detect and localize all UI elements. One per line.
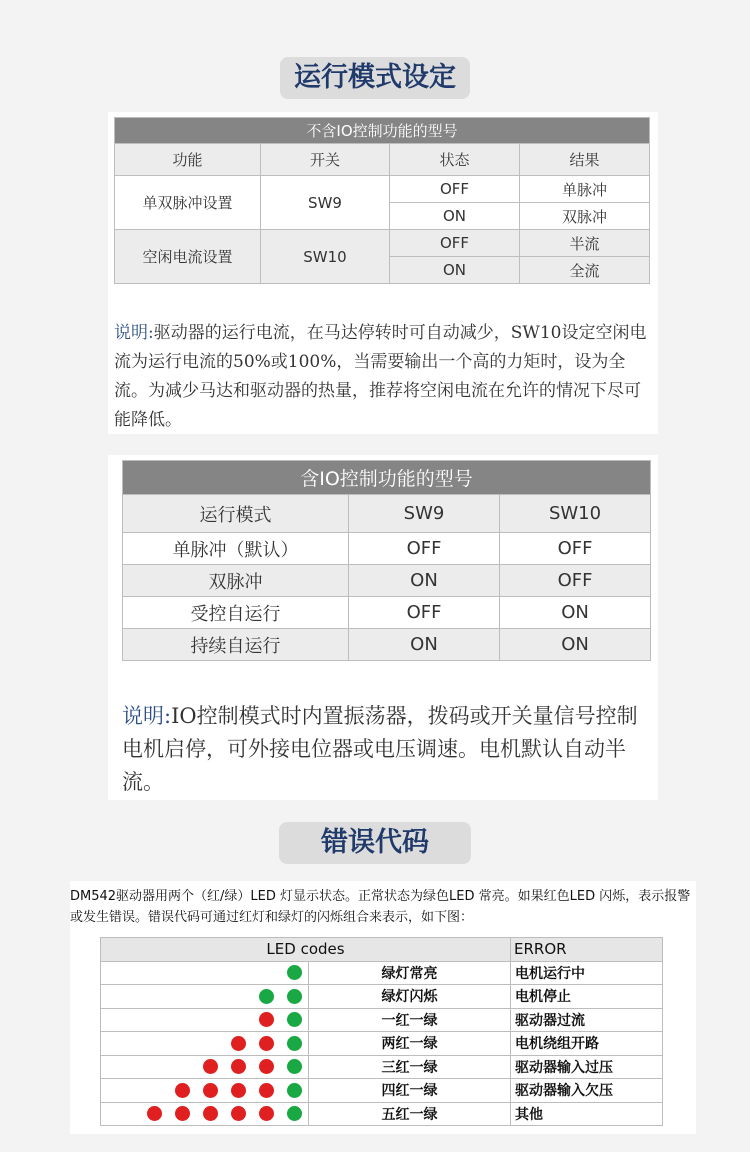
green-led-icon <box>287 1036 302 1051</box>
led-code-cell: 一红一绿 <box>309 1008 511 1032</box>
table-caption: 不含IO控制功能的型号 <box>115 118 650 144</box>
led-code-cell: 两红一绿 <box>309 1032 511 1056</box>
sw10-cell: ON <box>500 629 651 661</box>
run-mode-table-io <box>122 460 651 661</box>
table-row <box>123 533 651 565</box>
table-row <box>123 629 651 661</box>
red-led-icon <box>175 1083 190 1098</box>
error-code-row <box>101 1032 663 1056</box>
column-header-state: 状态 <box>390 144 520 176</box>
result-cell: 全流 <box>520 257 650 284</box>
led-indicator-cell <box>101 961 309 985</box>
table-row <box>123 565 651 597</box>
red-led-icon <box>203 1083 218 1098</box>
column-header-mode: 运行模式 <box>123 495 349 533</box>
mode-cell: 持续自运行 <box>123 629 349 661</box>
column-header-led-codes: LED codes <box>101 938 511 962</box>
sw9-cell: ON <box>349 565 500 597</box>
green-led-icon <box>259 989 274 1004</box>
led-code-cell: 五红一绿 <box>309 1102 511 1126</box>
red-led-icon <box>175 1106 190 1121</box>
red-led-icon <box>231 1059 246 1074</box>
red-led-icon <box>259 1106 274 1121</box>
note-lead: 说明: <box>122 704 172 728</box>
note-idle-current <box>114 319 654 435</box>
error-description-cell: 驱动器输入过压 <box>511 1055 663 1079</box>
column-header-sw9: SW9 <box>349 495 500 533</box>
error-intro-text: DM542驱动器用两个（红/绿）LED 灯显示状态。正常状态为绿色LED 常亮。如果红色LED 闪烁，表示报警或发生错误。错误代码可通过红灯和绿灯的闪烁组合来表示，如下图： <box>70 889 691 925</box>
red-led-icon <box>231 1083 246 1098</box>
red-led-icon <box>259 1059 274 1074</box>
run-mode-card-io <box>108 455 658 800</box>
section-title-error-codes: 错误代码 <box>279 822 471 864</box>
error-code-row <box>101 1008 663 1032</box>
run-mode-table-no-io <box>114 117 650 284</box>
error-code-table <box>100 937 663 1126</box>
led-indicator-cell <box>101 1102 309 1126</box>
mode-cell: 单脉冲（默认） <box>123 533 349 565</box>
result-cell: 单脉冲 <box>520 176 650 203</box>
result-cell: 双脉冲 <box>520 203 650 230</box>
led-indicator-cell <box>101 1008 309 1032</box>
mode-cell: 受控自运行 <box>123 597 349 629</box>
led-indicator-cell <box>101 985 309 1009</box>
state-cell: OFF <box>390 176 520 203</box>
green-led-icon <box>287 1083 302 1098</box>
red-led-icon <box>259 1083 274 1098</box>
error-code-row <box>101 1079 663 1103</box>
red-led-icon <box>231 1036 246 1051</box>
column-header-sw10: SW10 <box>500 495 651 533</box>
column-header-result: 结果 <box>520 144 650 176</box>
error-description-cell: 电机绕组开路 <box>511 1032 663 1056</box>
error-code-row <box>101 1055 663 1079</box>
function-cell: 空闲电流设置 <box>115 230 261 284</box>
led-code-cell: 绿灯常亮 <box>309 961 511 985</box>
error-description-cell: 电机停止 <box>511 985 663 1009</box>
note-text: 驱动器的运行电流，在马达停转时可自动减少，SW10设定空闲电流为运行电流的50%或100%，当需要输出一个高的力矩时，设为全流。为减少马达和驱动器的热量，推荐将空闲电流在允许的情况下尽可能降低。 <box>114 323 647 430</box>
green-led-icon <box>287 965 302 980</box>
error-description-cell: 驱动器过流 <box>511 1008 663 1032</box>
state-cell: OFF <box>390 230 520 257</box>
sw9-cell: ON <box>349 629 500 661</box>
led-indicator-cell <box>101 1079 309 1103</box>
sw9-cell: OFF <box>349 597 500 629</box>
red-led-icon <box>259 1036 274 1051</box>
section-title-run-mode: 运行模式设定 <box>280 57 470 99</box>
note-lead: 说明: <box>114 323 154 343</box>
sw9-cell: OFF <box>349 533 500 565</box>
led-code-cell: 四红一绿 <box>309 1079 511 1103</box>
state-cell: ON <box>390 257 520 284</box>
sw10-cell: OFF <box>500 533 651 565</box>
led-indicator-cell <box>101 1032 309 1056</box>
error-code-card <box>70 881 696 1134</box>
state-cell: ON <box>390 203 520 230</box>
column-header-switch: 开关 <box>261 144 390 176</box>
note-io-control <box>122 700 652 799</box>
mode-cell: 双脉冲 <box>123 565 349 597</box>
red-led-icon <box>203 1106 218 1121</box>
column-header-function: 功能 <box>115 144 261 176</box>
error-description-cell: 其他 <box>511 1102 663 1126</box>
led-code-cell: 绿灯闪烁 <box>309 985 511 1009</box>
red-led-icon <box>147 1106 162 1121</box>
error-code-row <box>101 1102 663 1126</box>
result-cell: 半流 <box>520 230 650 257</box>
green-led-icon <box>287 989 302 1004</box>
run-mode-card-no-io <box>108 112 658 434</box>
error-description-cell: 驱动器输入欠压 <box>511 1079 663 1103</box>
sw10-cell: ON <box>500 597 651 629</box>
table-caption: 含IO控制功能的型号 <box>123 461 651 495</box>
table-row <box>123 597 651 629</box>
red-led-icon <box>203 1059 218 1074</box>
error-code-row <box>101 961 663 985</box>
error-code-row <box>101 985 663 1009</box>
switch-cell: SW9 <box>261 176 390 230</box>
note-text: IO控制模式时内置振荡器，拨码或开关量信号控制电机启停，可外接电位器或电压调速。电机默认自动半流。 <box>122 704 638 794</box>
green-led-icon <box>287 1059 302 1074</box>
green-led-icon <box>287 1106 302 1121</box>
column-header-error: ERROR <box>511 938 663 962</box>
red-led-icon <box>231 1106 246 1121</box>
led-code-cell: 三红一绿 <box>309 1055 511 1079</box>
sw10-cell: OFF <box>500 565 651 597</box>
led-indicator-cell <box>101 1055 309 1079</box>
error-description-cell: 电机运行中 <box>511 961 663 985</box>
switch-cell: SW10 <box>261 230 390 284</box>
green-led-icon <box>287 1012 302 1027</box>
function-cell: 单双脉冲设置 <box>115 176 261 230</box>
red-led-icon <box>259 1012 274 1027</box>
